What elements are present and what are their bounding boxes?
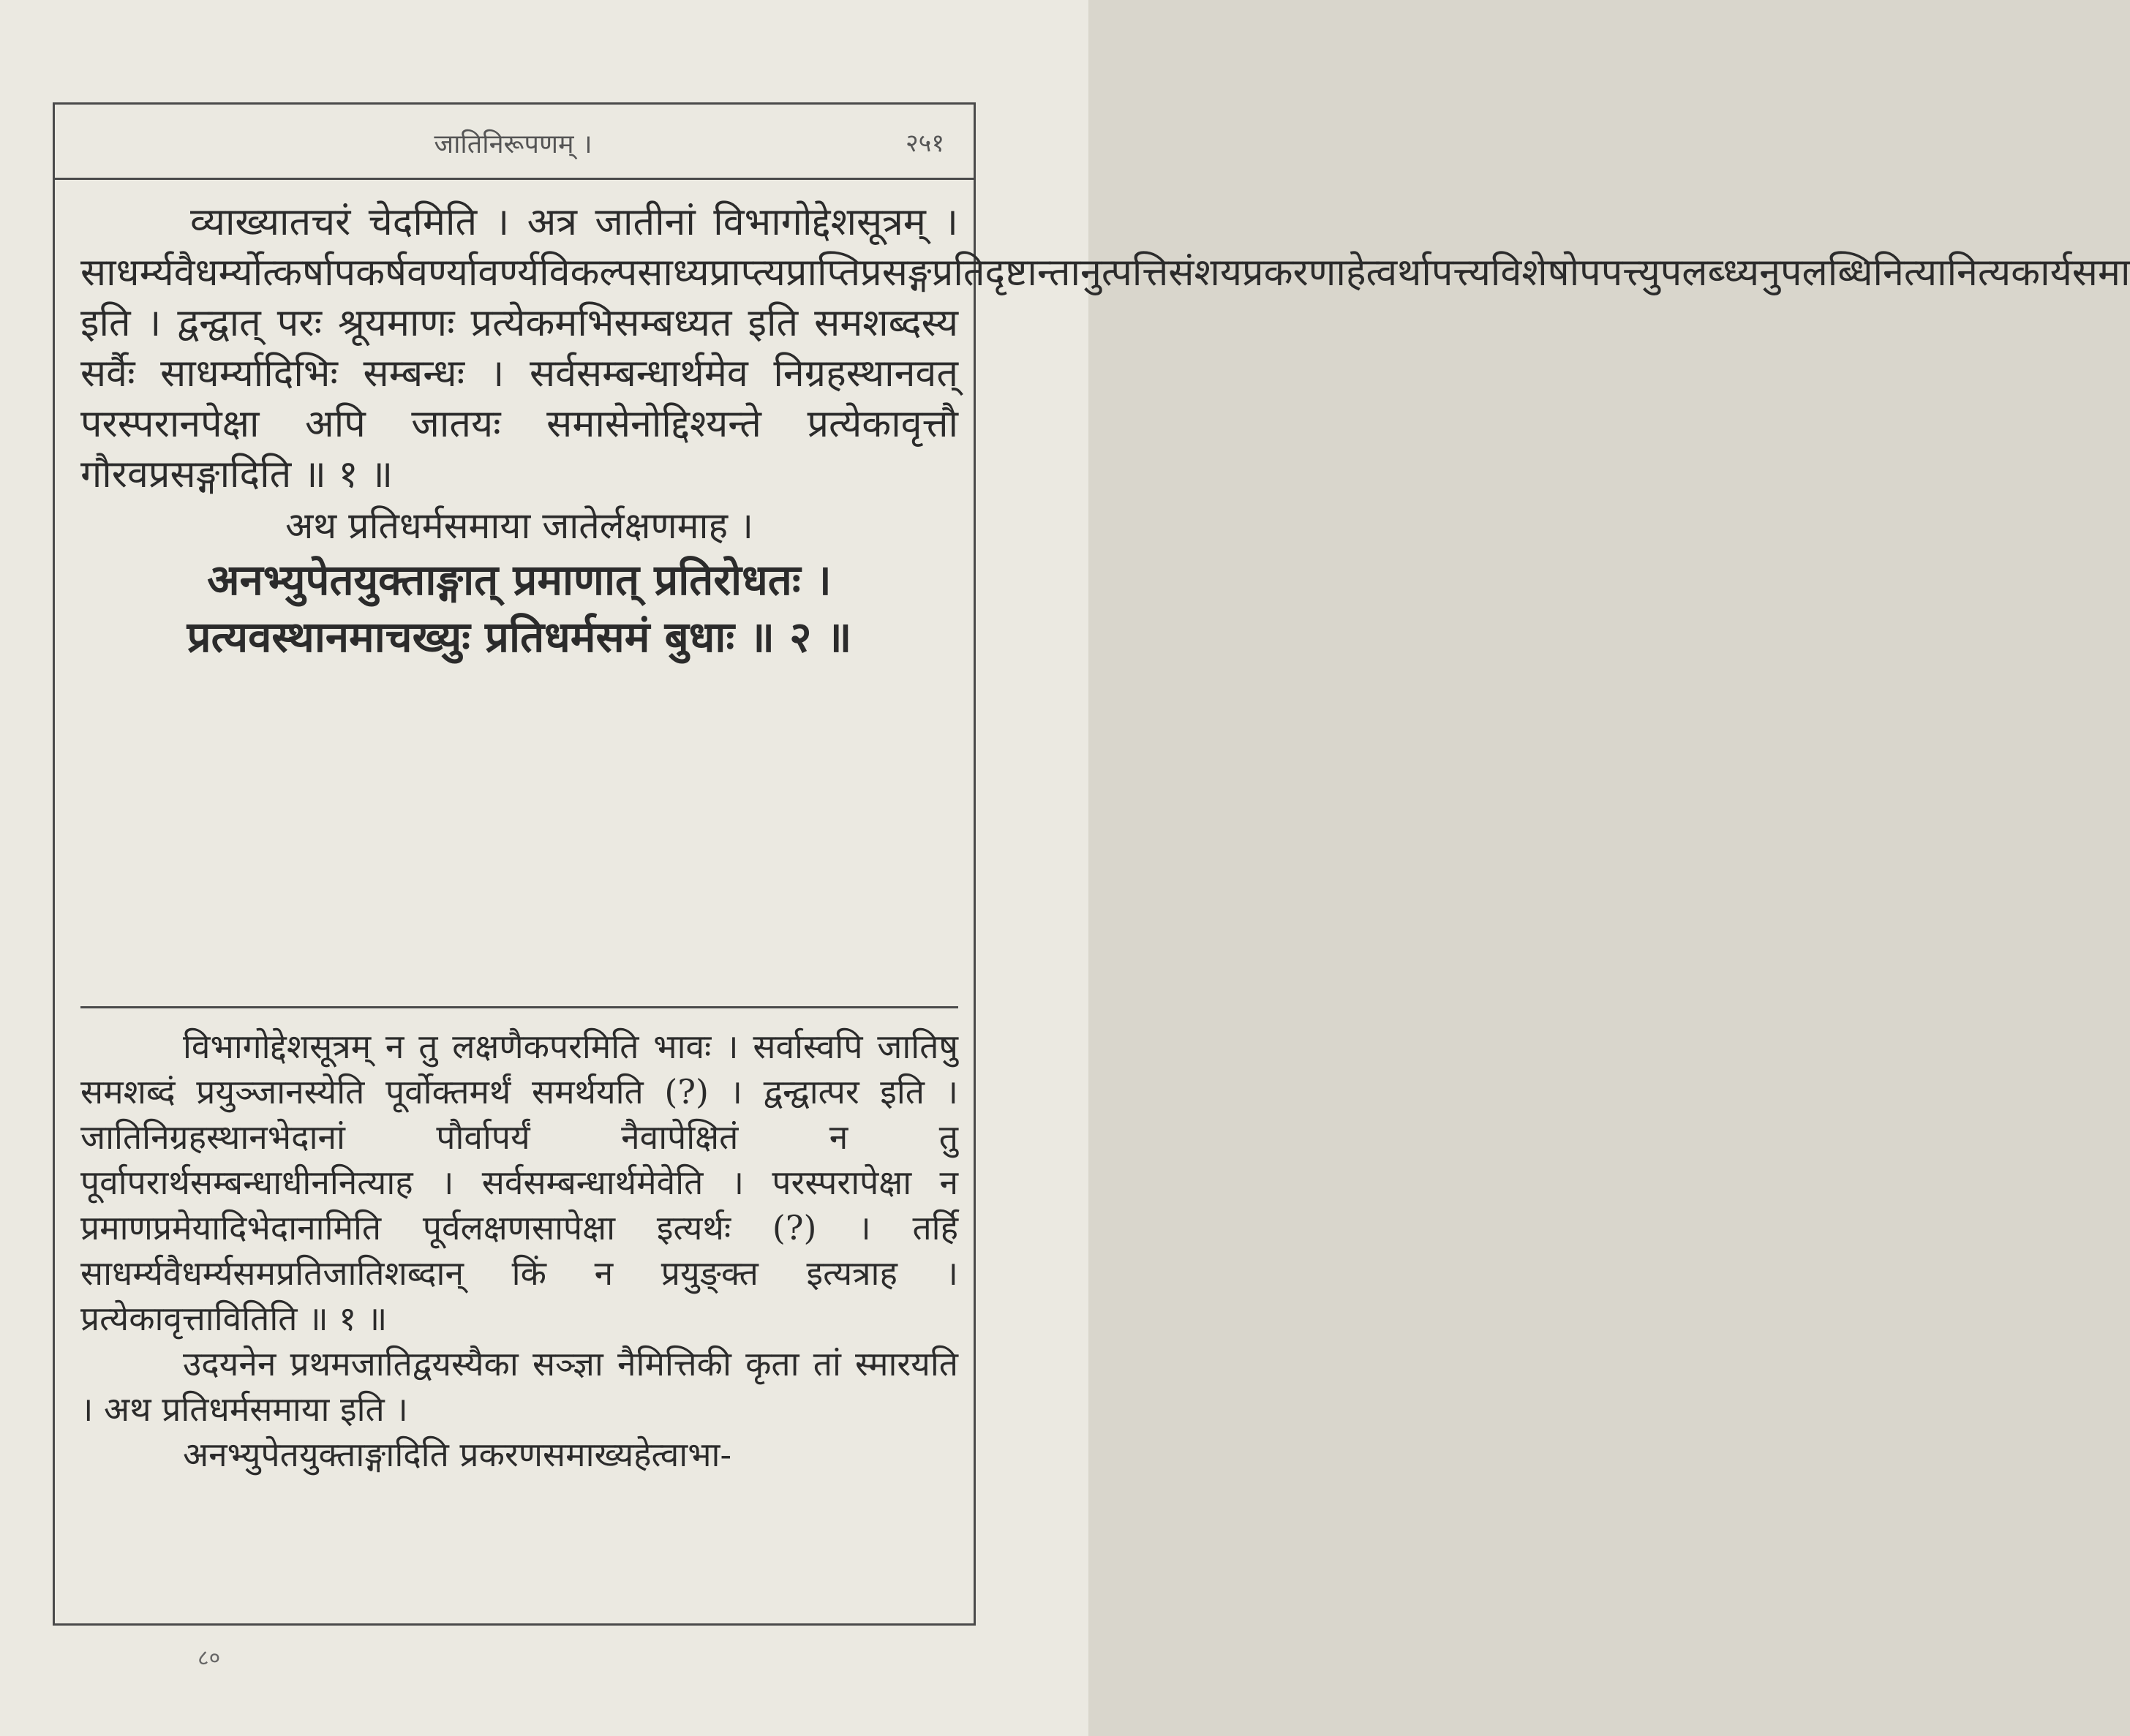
sutra-line-1: अनभ्युपेतयुक्ताङ्गात् प्रमाणात् प्रतिरोधतः ।: [207, 555, 832, 605]
gloss-paragraph-2: उदयनेन प्रथमजातिद्वयस्यैका सञ्ज्ञा नैमित्तिकी कृता तां स्मारयति । अथ प्रतिधर्मसमाया इति ।: [80, 1344, 958, 1429]
sutra-line-2: प्रत्यवस्थानमाचख्युः प्रतिधर्मसमं बुधाः ॥ २ ॥: [187, 612, 852, 662]
gloss-paragraph-1: विभागोद्देशसूत्रम् न तु लक्षणैकपरमिति भावः । सर्वास्वपि जातिषु समशब्दं प्रयुञ्जानस्येति पूर्वोक्तमर्थं समर्थयति (?) । द्वन्द्वात्पर इति । जातिनिग्रहस्थानभेदानां पौर्वापर्यं नैवापेक्षितं न तु पूर्वापरार्थसम्बन्धाधीननित्याह । सर्वसम्बन्धार्थमेवेति । परस्परापेक्षा न प्रमाणप्रमेयादिभेदानामिति पूर्वलक्षणसापेक्षा इत्यर्थः (?) । तर्हि साधर्म्यवैधर्म्यसमप्रतिजातिशब्दान् किं न प्रयुङ्क्त इत्यत्राह । प्रत्येकावृत्तावितिति ॥ १ ॥: [80, 1027, 958, 1338]
main-text: [80, 197, 2130, 665]
section-divider: [80, 1006, 958, 1008]
page-header: [53, 102, 974, 180]
running-title: जातिनिरूपणम् ।: [434, 129, 592, 159]
signature-mark: ८०: [197, 1645, 221, 1671]
section-heading: अथ प्रतिधर्मसमाया जातेर्लक्षणमाह ।: [285, 505, 753, 547]
page-number: २५१: [905, 129, 944, 158]
footnote-commentary: [80, 1024, 958, 1477]
gloss-paragraph-3: अनभ्युपेतयुक्ताङ्गादिति प्रकरणसमाख्यहेत्वाभा-: [183, 1435, 732, 1474]
commentary-paragraph: व्याख्यातचरं चेदमिति । अत्र जातीनां विभागोद्देशसूत्रम् । साधर्म्यवैधर्म्योत्कर्षापकर्षवर्ण्यावर्ण्यविकल्पसाध्यप्राप्त्यप्राप्तिप्रसङ्गप्रतिदृष्टान्तानुत्पत्तिसंशयप्रकरणाहेत्वर्थापत्त्यविशेषोपपत्त्युपलब्ध्यनुपलब्धिनित्यानित्यकार्यसमा इति । द्वन्द्वात् परः श्रूयमाणः प्रत्येकमभिसम्बध्यत इति समशब्दस्य सर्वैः साधर्म्यादिभिः सम्बन्धः । सर्वसम्बन्धार्थमेव निग्रहस्थानवत् परस्परानपेक्षा अपि जातयः समासेनोद्दिश्यन्ते प्रत्येकावृत्तौ गौरवप्रसङ्गादिति ॥ १ ॥: [80, 200, 2130, 497]
